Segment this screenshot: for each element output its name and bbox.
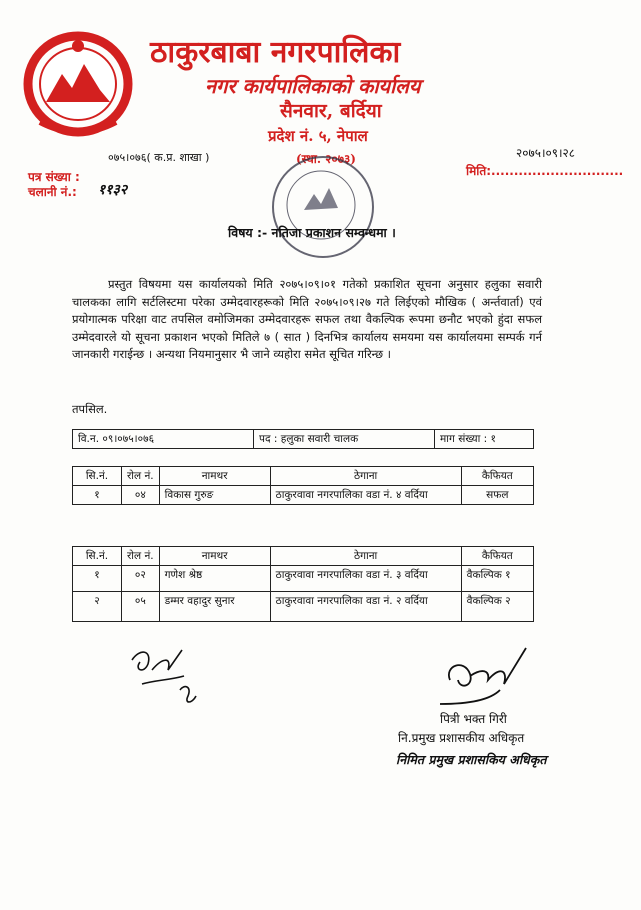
handwritten-initials — [122, 640, 212, 710]
alternate-candidates-table — [72, 546, 534, 622]
tapasil-heading: तपसिल. — [72, 402, 108, 416]
vacancy-info-table — [72, 429, 534, 449]
col-sn: सि.नं. — [73, 467, 122, 486]
signatory-stamp-text: निमित प्रमुख प्रशासकिय अधिकृत — [396, 752, 547, 767]
official-signature — [430, 640, 540, 710]
table-row: १ ०४ विकास गुरुङ ठाकुरवावा नगरपालिका वडा नं. ४ वर्दिया सफल — [73, 486, 534, 505]
col-remark: कैफियत — [461, 547, 533, 566]
col-address: ठेगाना — [270, 547, 461, 566]
dispatch-no-label: चलानी नं.: — [28, 185, 77, 199]
date-label: मिति:............................. — [466, 164, 624, 178]
col-name: नामथर — [159, 547, 270, 566]
col-sn: सि.नं. — [73, 547, 122, 566]
subject-line: विषय :- नतिजा प्रकाशन सम्वन्धमा । — [228, 225, 396, 240]
col-address: ठेगाना — [270, 467, 461, 486]
date-value: २०७५।०९।२८ — [516, 146, 576, 160]
demand-count: माग संख्या : १ — [435, 430, 534, 449]
municipality-title: ठाकुरबाबा नगरपालिका — [150, 35, 401, 70]
successful-candidates-table — [72, 466, 534, 505]
signatory-name: पित्री भक्त गिरी — [440, 712, 507, 726]
nepal-emblem-icon — [22, 30, 134, 138]
office-location: सैनवार, बर्दिया — [280, 100, 382, 122]
col-name: नामथर — [159, 467, 270, 486]
signatory-title: नि.प्रमुख प्रशासकीय अधिकृत — [398, 731, 525, 745]
office-stamp — [272, 156, 374, 258]
table-row: २ ०५ डम्मर वहादुर सुनार ठाकुरवावा नगरपालिका वडा नं. २ वर्दिया वैकल्पिक २ — [73, 592, 534, 622]
province-line: प्रदेश नं. ५, नेपाल — [268, 127, 368, 145]
advertisement-no: वि.न. ०९।०७५।०७६ — [73, 430, 254, 449]
table-row: १ ०२ गणेश श्रेष्ठ ठाकुरवावा नगरपालिका वडा नं. ३ वर्दिया वैकल्पिक १ — [73, 566, 534, 592]
office-name: नगर कार्यपालिकाको कार्यालय — [205, 74, 421, 98]
body-paragraph: प्रस्तुत विषयमा यस कार्यालयको मिति २०७५।०९।०१ गतेको प्रकाशित सूचना अनुसार हलुका सवारी चालकका लागि सर्टलिस्टमा परेका उम्मेदवारहरूको मिति २०७५।०९।२७ गते लिईएको मौखिक ( अर्न्तवार्ता) एवं प्रयोगात्मक परिक्षा वाट तपसिल वमोजिमका उम्मेदवारहरू सफल तथा वैकल्पिक रूपमा छनौट भएको हुंदा सफल उम्मेदवारले यो सूचना प्रकाशन भएको मितिले ७ ( सात ) दिनभित्र कार्यालय समयमा यस कार्यालयमा सम्पर्क गर्न जानकारी गराईन्छ । अन्यथा नियमानुसार भै जाने व्यहोरा समेत सूचित गरिन्छ । — [72, 277, 542, 361]
col-roll: रोल नं. — [122, 467, 160, 486]
col-remark: कैफियत — [461, 467, 533, 486]
post-name: पद : हलुका सवारी चालक — [254, 430, 435, 449]
dispatch-no-value: ११३२ — [98, 182, 128, 198]
col-roll: रोल नं. — [122, 547, 160, 566]
letter-no-value: ०७५।०७६( क.प्र. शाखा ) — [108, 151, 210, 164]
letter-no-label: पत्र संख्या : — [28, 170, 80, 184]
established-line: (स्था. २०७३) — [296, 152, 356, 166]
